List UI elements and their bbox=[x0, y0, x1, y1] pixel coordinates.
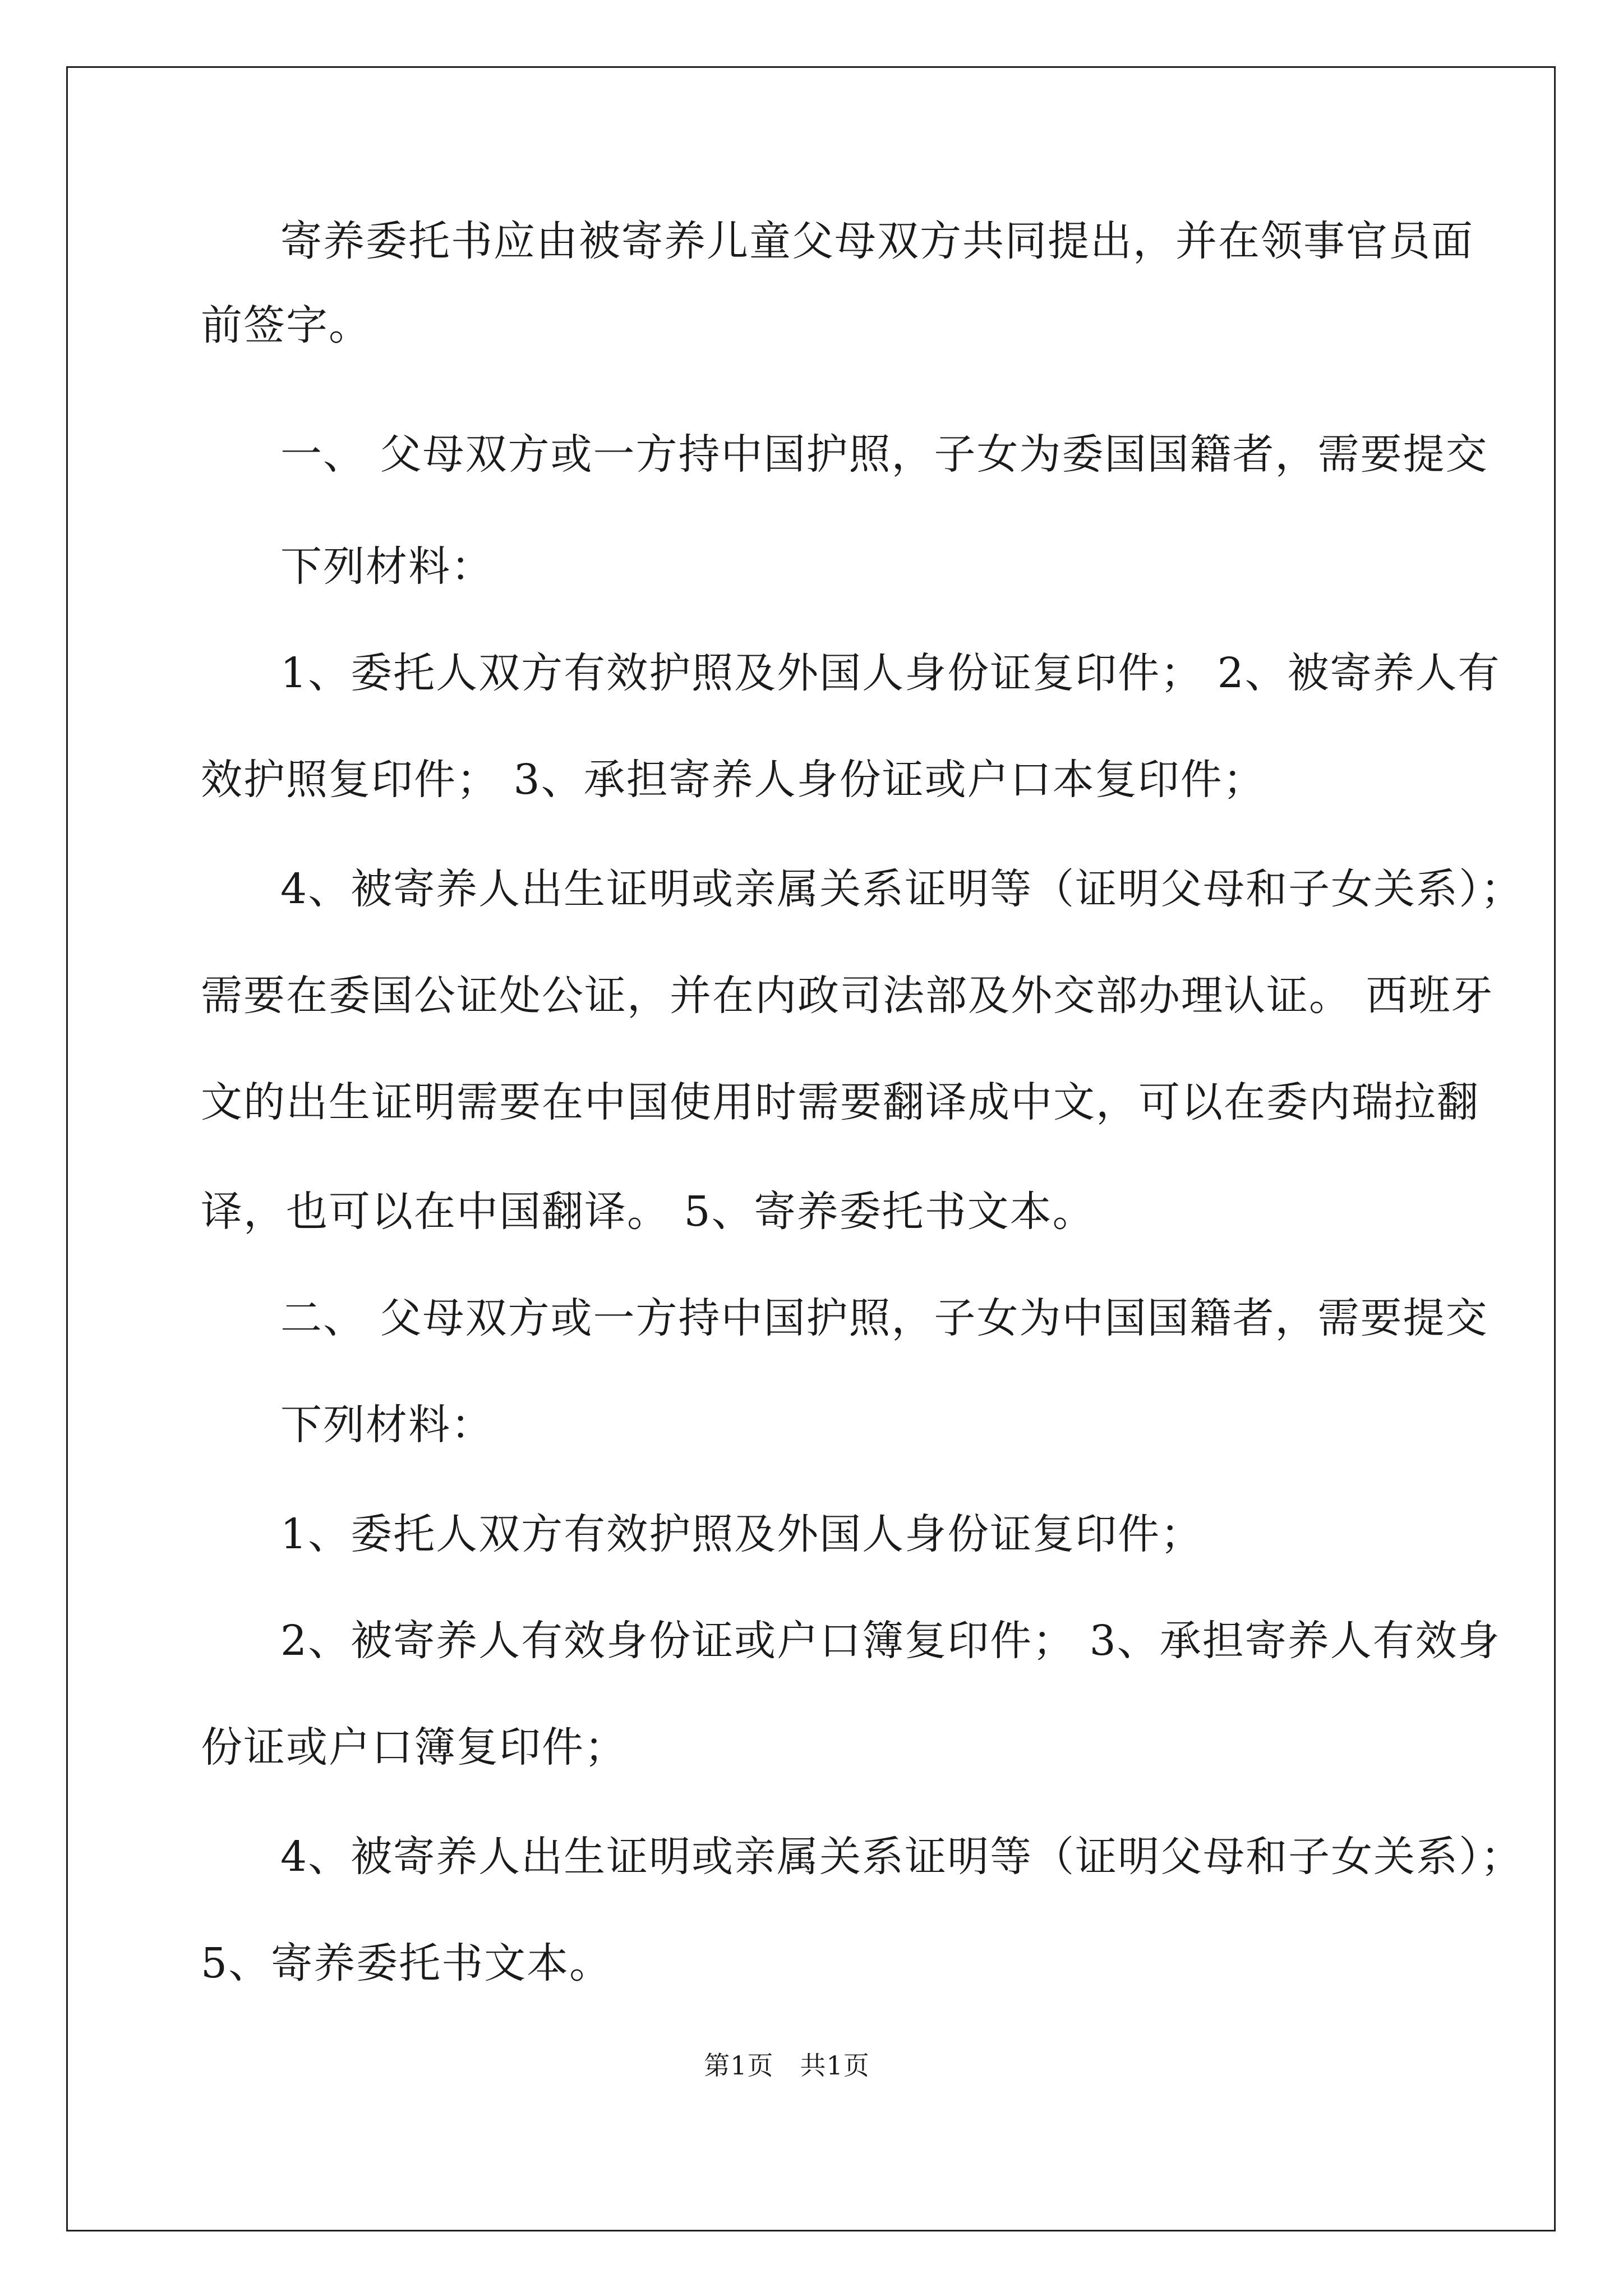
text-line: 前签字。 bbox=[201, 301, 371, 349]
text-line: 一、 父母双方或一方持中国护照，子女为委国国籍者，需要提交 bbox=[280, 430, 1488, 478]
text-line: 寄养委托书应由被寄养儿童父母双方共同提出，并在领事官员面 bbox=[280, 217, 1474, 265]
text-line: 5、寄养委托书文本。 bbox=[201, 1939, 612, 1987]
text-line: 文的出生证明需要在中国使用时需要翻译成中文，可以在委内瑞拉翻 bbox=[201, 1078, 1479, 1126]
text-line: 4、被寄养人出生证明或亲属关系证明等（证明父母和子女关系）； bbox=[280, 1833, 1524, 1881]
text-line: 译，也可以在中国翻译。 5、寄养委托书文本。 bbox=[201, 1188, 1095, 1236]
text-line: 需要在委国公证处公证，并在内政司法部及外交部办理认证。 西班牙 bbox=[201, 972, 1494, 1020]
text-line: 效护照复印件； 3、承担寄养人身份证或户口本复印件； bbox=[201, 756, 1266, 804]
document-body bbox=[133, 0, 1524, 2081]
text-line: 1、委托人双方有效护照及外国人身份证复印件； 2、被寄养人有 bbox=[280, 649, 1501, 697]
text-line: 二、 父母双方或一方持中国护照，子女为中国国籍者，需要提交 bbox=[280, 1294, 1488, 1342]
text-line: 下列材料： bbox=[280, 542, 494, 591]
text-line: 份证或户口簿复印件； bbox=[201, 1723, 627, 1772]
text-line: 1、委托人双方有效护照及外国人身份证复印件； bbox=[280, 1510, 1204, 1558]
page-number-footer: 第1页 共1页 bbox=[704, 2050, 870, 2081]
text-line: 4、被寄养人出生证明或亲属关系证明等（证明父母和子女关系）； bbox=[280, 865, 1524, 913]
text-line: 2、被寄养人有效身份证或户口簿复印件； 3、承担寄养人有效身 bbox=[280, 1617, 1501, 1665]
text-line: 下列材料： bbox=[280, 1401, 494, 1449]
